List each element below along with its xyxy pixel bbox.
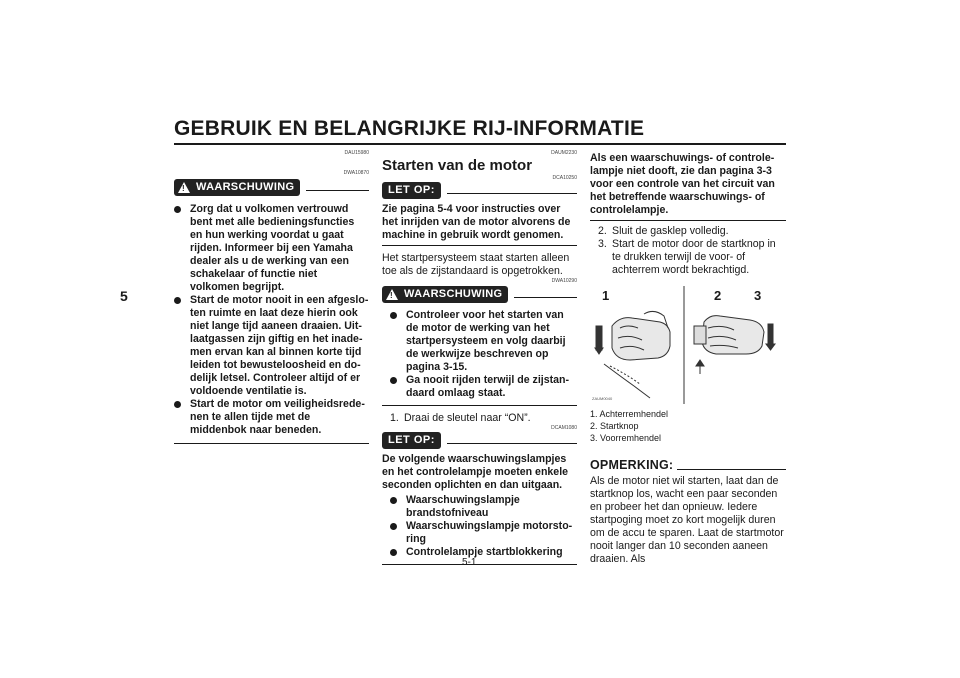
step-item: 3. Start de motor door de startknop in te drukken terwijl de voor- of achterrem wordt bekrachtigd. (598, 238, 776, 276)
list-item: Zorg dat u volkomen vertrouwd bent met alle bedieningsfuncties en hun werking voordat u gaat rijden. Informeer bij een Yamaha dealer als u de werking van een schakelaar of functie niet volkomen begrijpt. (174, 203, 369, 294)
warning-list (174, 203, 369, 437)
warning-badge (382, 286, 508, 303)
bullet-icon (174, 203, 190, 294)
section-divider (174, 443, 369, 444)
section-title: Starten van de motor (382, 157, 533, 174)
note-text: Als een waarschuwings- of controlelampje niet dooft, zie dan pagina 3-3 voor een controle van het circuit van het betreffende waarschuwings- of controlelampje. (590, 152, 775, 216)
page-title: GEBRUIK EN BELANGRIJKE RIJ-INFORMATIE (174, 117, 645, 140)
note-badge: LET OP: (382, 182, 441, 199)
caption-item: 2. Startknop (590, 421, 639, 431)
step-item: 2. Sluit de gasklep volledig. (598, 225, 729, 237)
warning-header (174, 178, 369, 196)
doc-code: DAU15980 (344, 150, 369, 156)
list-item: Controlelampje startblokkering (390, 546, 577, 560)
warning-badge (174, 179, 300, 196)
warning-icon: ! (178, 182, 190, 193)
warning-label: WAARSCHUWING (196, 181, 295, 193)
section-divider (382, 564, 577, 565)
note-header (382, 431, 577, 449)
callout-label: 2 (714, 288, 722, 303)
section-divider (590, 220, 786, 221)
bullet-icon (390, 309, 406, 374)
start-figure (590, 286, 786, 404)
column-3 (590, 152, 786, 566)
opmerking-header (590, 458, 786, 472)
callout-label: 3 (754, 288, 762, 303)
note-header (382, 181, 577, 199)
opmerking-text: Als de motor niet wil starten, laat dan de startknop los, wacht een paar seconden en probeer het dan opnieuw. Iedere startpoging moet zo kort mogelijk duren om de accu te sparen. Laat de startmotor nooit langer dan 10 seconden aaneen draaien. Als (590, 475, 784, 565)
opmerking-label: OPMERKING: (590, 458, 674, 472)
column-1 (174, 150, 369, 444)
list-item: Start de motor nooit in een afgesloten ruimte en laat deze hierin ook niet lange tijd aaneen draaien. Uitlaatgassen zijn giftig en het inademen ervan kan al binnen korte tijd leiden tot bewusteloosheid en dodelijk letsel. Controleer altijd of er voldoende ventilatie is. (174, 294, 369, 398)
warning-list (382, 309, 577, 400)
bullet-icon (174, 398, 190, 437)
bullet-icon (390, 374, 406, 400)
doc-code: DCA10250 (552, 175, 577, 181)
figure-captions (590, 408, 786, 444)
bullet-icon (174, 294, 190, 398)
left-grip-drawing (595, 311, 670, 398)
figure-code: ZAUM0040 (592, 396, 613, 401)
step-list (590, 225, 786, 277)
callout-label: 1 (602, 288, 610, 303)
bullet-icon (390, 546, 406, 560)
chapter-tab: 5 (120, 288, 128, 304)
section-divider (382, 245, 577, 246)
section-divider (382, 405, 577, 406)
bullet-icon (390, 494, 406, 520)
warning-label: WAARSCHUWING (404, 288, 503, 300)
list-item: Ga nooit rijden terwijl de zijstandaard omlaag staat. (382, 374, 577, 400)
column-2 (382, 150, 577, 565)
warning-icon: ! (386, 289, 398, 300)
handlebar-illustration (590, 286, 786, 404)
list-item: Start de motor om veiligheidsredenen te allen tijde met de middenbok naar beneden. (174, 398, 369, 437)
note-text: Zie pagina 5-4 voor instructies over het inrijden van de motor alvorens de machine in gebruik wordt genomen. (382, 203, 571, 241)
page-number: 5-1 (462, 557, 477, 568)
intro-text: Het startpersysteem staat starten alleen toe als de zijstandaard is opgetrokken. (382, 252, 570, 277)
note-badge: LET OP: (382, 432, 441, 449)
step-item: 1. Draai de sleutel naar “ON”. (390, 412, 531, 424)
doc-code: DCAM1080 (551, 425, 577, 431)
list-item: Waarschuwingslampje motorstoring (390, 520, 577, 546)
warning-header (382, 285, 577, 303)
list-item: Controleer voor het starten van de motor de werking van het startpersysteem en volg daarbij de werkwijze beschreven op pagina 3-15. (382, 309, 577, 374)
note-text: De volgende waarschuwingslampjes en het controlelampje moeten enkele seconden oplichten en dan uitgaan. (382, 453, 569, 491)
caption-item: 1. Achterremhendel (590, 409, 669, 419)
title-rule (174, 143, 786, 145)
doc-code: DWA10870 (343, 170, 369, 176)
bullet-icon (390, 520, 406, 546)
lamp-list (382, 494, 577, 560)
right-grip-drawing (694, 316, 775, 374)
doc-code: DAUM2230 (551, 150, 577, 156)
doc-code: DWA10290 (551, 278, 577, 284)
list-item: Waarschuwingslampje brandstofniveau (390, 494, 577, 520)
caption-item: 3. Voorremhendel (590, 433, 662, 443)
